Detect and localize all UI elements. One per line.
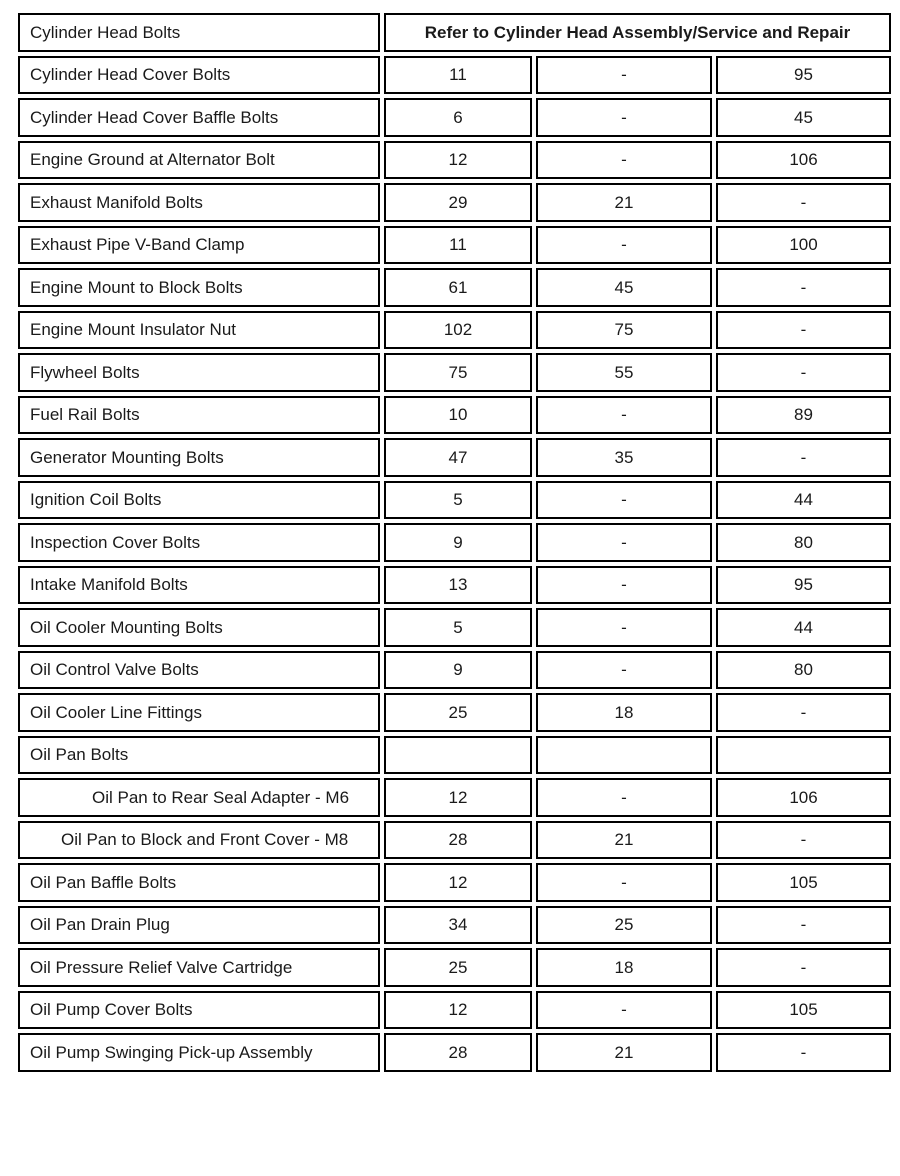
fastener-label: Oil Pump Swinging Pick-up Assembly bbox=[18, 1033, 380, 1072]
english-in-lb-cell: 44 bbox=[716, 608, 891, 647]
metric-torque-cell: 5 bbox=[384, 481, 532, 520]
table-row bbox=[18, 226, 891, 265]
fastener-label: Oil Control Valve Bolts bbox=[18, 651, 380, 690]
english-ft-lb-cell: - bbox=[536, 991, 712, 1030]
metric-torque-cell: 12 bbox=[384, 141, 532, 180]
english-in-lb-cell: 95 bbox=[716, 566, 891, 605]
table-row bbox=[18, 98, 891, 137]
fastener-label: Oil Cooler Line Fittings bbox=[18, 693, 380, 732]
table-row bbox=[18, 778, 891, 817]
table-row bbox=[18, 523, 891, 562]
table-row bbox=[18, 693, 891, 732]
fastener-label: Exhaust Pipe V-Band Clamp bbox=[18, 226, 380, 265]
english-ft-lb-cell: 55 bbox=[536, 353, 712, 392]
metric-torque-cell: 11 bbox=[384, 226, 532, 265]
english-ft-lb-cell: 21 bbox=[536, 821, 712, 860]
metric-torque-cell: 29 bbox=[384, 183, 532, 222]
table-row bbox=[18, 991, 891, 1030]
table-row bbox=[18, 311, 891, 350]
metric-torque-cell: 12 bbox=[384, 778, 532, 817]
metric-torque-cell: 9 bbox=[384, 523, 532, 562]
english-ft-lb-cell: 18 bbox=[536, 693, 712, 732]
english-in-lb-cell: - bbox=[716, 821, 891, 860]
english-ft-lb-cell: 18 bbox=[536, 948, 712, 987]
english-ft-lb-cell: - bbox=[536, 608, 712, 647]
table-row bbox=[18, 1033, 891, 1072]
english-ft-lb-cell: - bbox=[536, 481, 712, 520]
table-row bbox=[18, 736, 891, 775]
metric-torque-cell: 28 bbox=[384, 821, 532, 860]
english-ft-lb-cell: 25 bbox=[536, 906, 712, 945]
english-ft-lb-cell: - bbox=[536, 778, 712, 817]
english-ft-lb-cell: - bbox=[536, 863, 712, 902]
english-in-lb-cell: - bbox=[716, 183, 891, 222]
fastener-label: Fuel Rail Bolts bbox=[18, 396, 380, 435]
fastener-label: Oil Pan Baffle Bolts bbox=[18, 863, 380, 902]
metric-torque-cell: 34 bbox=[384, 906, 532, 945]
table-row bbox=[18, 608, 891, 647]
metric-torque-cell: 102 bbox=[384, 311, 532, 350]
english-in-lb-cell: 80 bbox=[716, 651, 891, 690]
fastener-label: Cylinder Head Cover Baffle Bolts bbox=[18, 98, 380, 137]
fastener-label: Oil Cooler Mounting Bolts bbox=[18, 608, 380, 647]
table-row-header bbox=[18, 13, 891, 52]
table-row bbox=[18, 863, 891, 902]
english-in-lb-cell: 105 bbox=[716, 863, 891, 902]
fastener-label: Generator Mounting Bolts bbox=[18, 438, 380, 477]
fastener-label: Oil Pan to Rear Seal Adapter - M6 bbox=[18, 778, 380, 817]
table-row bbox=[18, 141, 891, 180]
fastener-label: Intake Manifold Bolts bbox=[18, 566, 380, 605]
english-in-lb-cell: 106 bbox=[716, 778, 891, 817]
metric-torque-cell bbox=[384, 736, 532, 775]
table-row bbox=[18, 268, 891, 307]
english-in-lb-cell: - bbox=[716, 948, 891, 987]
fastener-label: Oil Pressure Relief Valve Cartridge bbox=[18, 948, 380, 987]
english-in-lb-cell: - bbox=[716, 311, 891, 350]
fastener-label: Flywheel Bolts bbox=[18, 353, 380, 392]
english-in-lb-cell: 45 bbox=[716, 98, 891, 137]
metric-torque-cell: 75 bbox=[384, 353, 532, 392]
metric-torque-cell: 25 bbox=[384, 948, 532, 987]
fastener-label: Oil Pump Cover Bolts bbox=[18, 991, 380, 1030]
metric-torque-cell: 9 bbox=[384, 651, 532, 690]
english-ft-lb-cell: 21 bbox=[536, 183, 712, 222]
english-ft-lb-cell: - bbox=[536, 98, 712, 137]
metric-torque-cell: 13 bbox=[384, 566, 532, 605]
fastener-label: Cylinder Head Cover Bolts bbox=[18, 56, 380, 95]
metric-torque-cell: 61 bbox=[384, 268, 532, 307]
fastener-label: Oil Pan to Block and Front Cover - M8 bbox=[18, 821, 380, 860]
fastener-label: Oil Pan Drain Plug bbox=[18, 906, 380, 945]
english-in-lb-cell bbox=[716, 736, 891, 775]
fastener-label: Engine Mount to Block Bolts bbox=[18, 268, 380, 307]
table-row bbox=[18, 183, 891, 222]
english-in-lb-cell: - bbox=[716, 693, 891, 732]
fastener-label: Cylinder Head Bolts bbox=[18, 13, 380, 52]
reference-note: Refer to Cylinder Head Assembly/Service and Repair bbox=[384, 13, 891, 52]
english-in-lb-cell: - bbox=[716, 1033, 891, 1072]
english-in-lb-cell: 100 bbox=[716, 226, 891, 265]
english-in-lb-cell: - bbox=[716, 906, 891, 945]
english-ft-lb-cell: - bbox=[536, 651, 712, 690]
torque-spec-table bbox=[14, 9, 895, 1076]
english-ft-lb-cell: 21 bbox=[536, 1033, 712, 1072]
english-ft-lb-cell: - bbox=[536, 396, 712, 435]
fastener-label: Engine Mount Insulator Nut bbox=[18, 311, 380, 350]
torque-spec-table-body bbox=[18, 13, 891, 1072]
english-ft-lb-cell: - bbox=[536, 141, 712, 180]
english-in-lb-cell: 95 bbox=[716, 56, 891, 95]
english-in-lb-cell: 106 bbox=[716, 141, 891, 180]
metric-torque-cell: 12 bbox=[384, 991, 532, 1030]
table-row bbox=[18, 481, 891, 520]
metric-torque-cell: 5 bbox=[384, 608, 532, 647]
table-row bbox=[18, 56, 891, 95]
english-in-lb-cell: 80 bbox=[716, 523, 891, 562]
fastener-label: Engine Ground at Alternator Bolt bbox=[18, 141, 380, 180]
metric-torque-cell: 11 bbox=[384, 56, 532, 95]
metric-torque-cell: 6 bbox=[384, 98, 532, 137]
fastener-label: Inspection Cover Bolts bbox=[18, 523, 380, 562]
english-in-lb-cell: 89 bbox=[716, 396, 891, 435]
english-ft-lb-cell: - bbox=[536, 226, 712, 265]
english-in-lb-cell: 44 bbox=[716, 481, 891, 520]
table-row bbox=[18, 906, 891, 945]
table-row bbox=[18, 396, 891, 435]
english-ft-lb-cell: 45 bbox=[536, 268, 712, 307]
table-row bbox=[18, 821, 891, 860]
fastener-label: Oil Pan Bolts bbox=[18, 736, 380, 775]
table-row bbox=[18, 438, 891, 477]
metric-torque-cell: 47 bbox=[384, 438, 532, 477]
metric-torque-cell: 10 bbox=[384, 396, 532, 435]
english-ft-lb-cell: - bbox=[536, 566, 712, 605]
table-row bbox=[18, 948, 891, 987]
english-in-lb-cell: - bbox=[716, 268, 891, 307]
metric-torque-cell: 25 bbox=[384, 693, 532, 732]
table-row bbox=[18, 566, 891, 605]
metric-torque-cell: 28 bbox=[384, 1033, 532, 1072]
english-in-lb-cell: - bbox=[716, 353, 891, 392]
english-ft-lb-cell bbox=[536, 736, 712, 775]
english-ft-lb-cell: 35 bbox=[536, 438, 712, 477]
english-in-lb-cell: - bbox=[716, 438, 891, 477]
english-ft-lb-cell: - bbox=[536, 523, 712, 562]
table-row bbox=[18, 651, 891, 690]
english-in-lb-cell: 105 bbox=[716, 991, 891, 1030]
fastener-label: Ignition Coil Bolts bbox=[18, 481, 380, 520]
metric-torque-cell: 12 bbox=[384, 863, 532, 902]
table-row bbox=[18, 353, 891, 392]
english-ft-lb-cell: - bbox=[536, 56, 712, 95]
fastener-label: Exhaust Manifold Bolts bbox=[18, 183, 380, 222]
english-ft-lb-cell: 75 bbox=[536, 311, 712, 350]
